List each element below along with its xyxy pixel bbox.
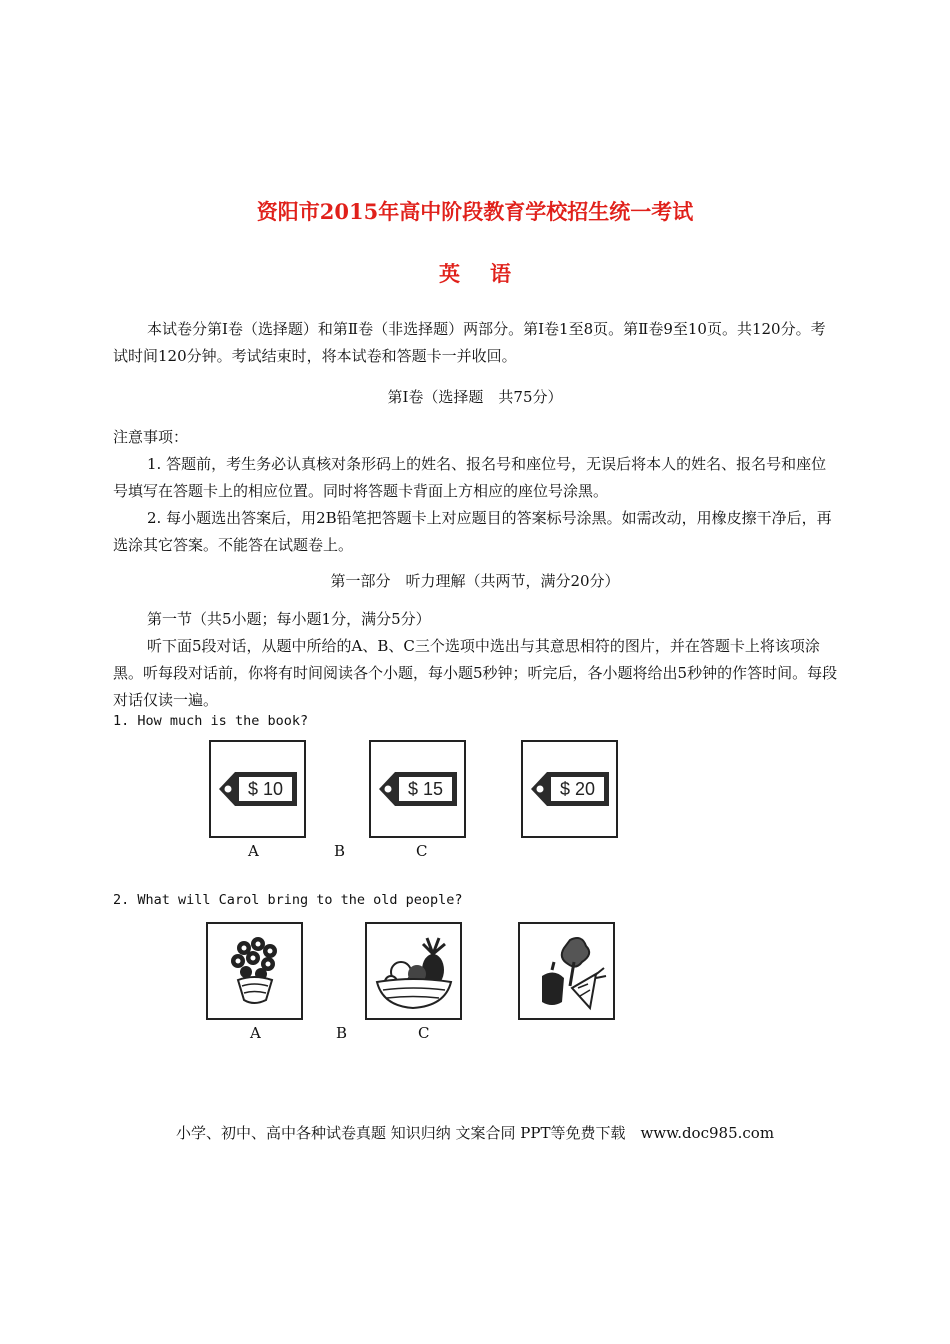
option-image-a[interactable] — [206, 922, 303, 1020]
option-image-c[interactable] — [521, 740, 618, 838]
option-label-c: C — [418, 1024, 430, 1042]
option-image-a[interactable] — [209, 740, 306, 838]
subject-title: 英语 — [439, 261, 541, 286]
notes-heading: 注意事项： — [113, 428, 189, 446]
option-label-b: B — [334, 842, 346, 860]
intro-paragraph: 本试卷分第Ⅰ卷（选择题）和第Ⅱ卷（非选择题）两部分。第Ⅰ卷1至8页。第Ⅱ卷9至10页。共120分。考试时间120分钟。考试结束时，将本试卷和答题卡一并收回。 — [113, 320, 826, 365]
question-text: What will Carol bring to the old people? — [137, 892, 463, 908]
option-label-a: A — [250, 1024, 261, 1042]
question-number: 2. — [113, 892, 130, 908]
part1-title: 第一部分 听力理解（共两节，满分20分） — [330, 572, 620, 590]
price-tag-icon — [523, 742, 616, 836]
flower-basket-icon — [208, 924, 301, 1018]
option-image-b[interactable] — [365, 922, 462, 1020]
note-item: 2. 每小题选出答案后，用2B铅笔把答题卡上对应题目的答案标号涂黑。如需改动，用橡皮擦干净后，再选涂其它答案。不能答在试题卷上。 — [113, 509, 832, 554]
question-1 — [113, 713, 308, 729]
option-image-b[interactable] — [369, 740, 466, 838]
price-label: $ 20 — [559, 779, 596, 799]
option-label-b: B — [336, 1024, 348, 1042]
vegetables-icon — [520, 924, 613, 1018]
footer-text: 小学、初中、高中各种试卷真题 知识归纳 文案合同 PPT等免费下载 www.doc985.com — [175, 1124, 775, 1142]
exam-title: 资阳市2015年高中阶段教育学校招生统一考试 — [256, 199, 694, 224]
option-image-c[interactable] — [518, 922, 615, 1020]
fruit-basket-icon — [367, 924, 460, 1018]
question-text: How much is the book? — [137, 713, 309, 729]
section1-title: 第一节（共5小题；每小题1分，满分5分） — [147, 610, 431, 628]
price-tag-icon — [371, 742, 464, 836]
price-label: $ 15 — [407, 779, 444, 799]
price-label: $ 10 — [247, 779, 284, 799]
option-label-a: A — [248, 842, 259, 860]
volume-title: 第Ⅰ卷（选择题 共75分） — [387, 388, 563, 406]
price-tag-icon — [211, 742, 304, 836]
question-number: 1. — [113, 713, 130, 729]
option-label-c: C — [416, 842, 428, 860]
section1-instructions: 听下面5段对话，从题中所给的A、B、C三个选项中选出与其意思相符的图片，并在答题卡上将该项涂黑。听每段对话前，你将有时间阅读各个小题，每小题5秒钟；听完后，各小题将给出5秒钟的作答时间。每段对话仅读一遍。 — [113, 637, 838, 709]
question-2 — [113, 892, 463, 908]
note-item: 1. 答题前，考生务必认真核对条形码上的姓名、报名号和座位号，无误后将本人的姓名、报名号和座位号填写在答题卡上的相应位置。同时将答题卡背面上方相应的座位号涂黑。 — [113, 455, 827, 500]
